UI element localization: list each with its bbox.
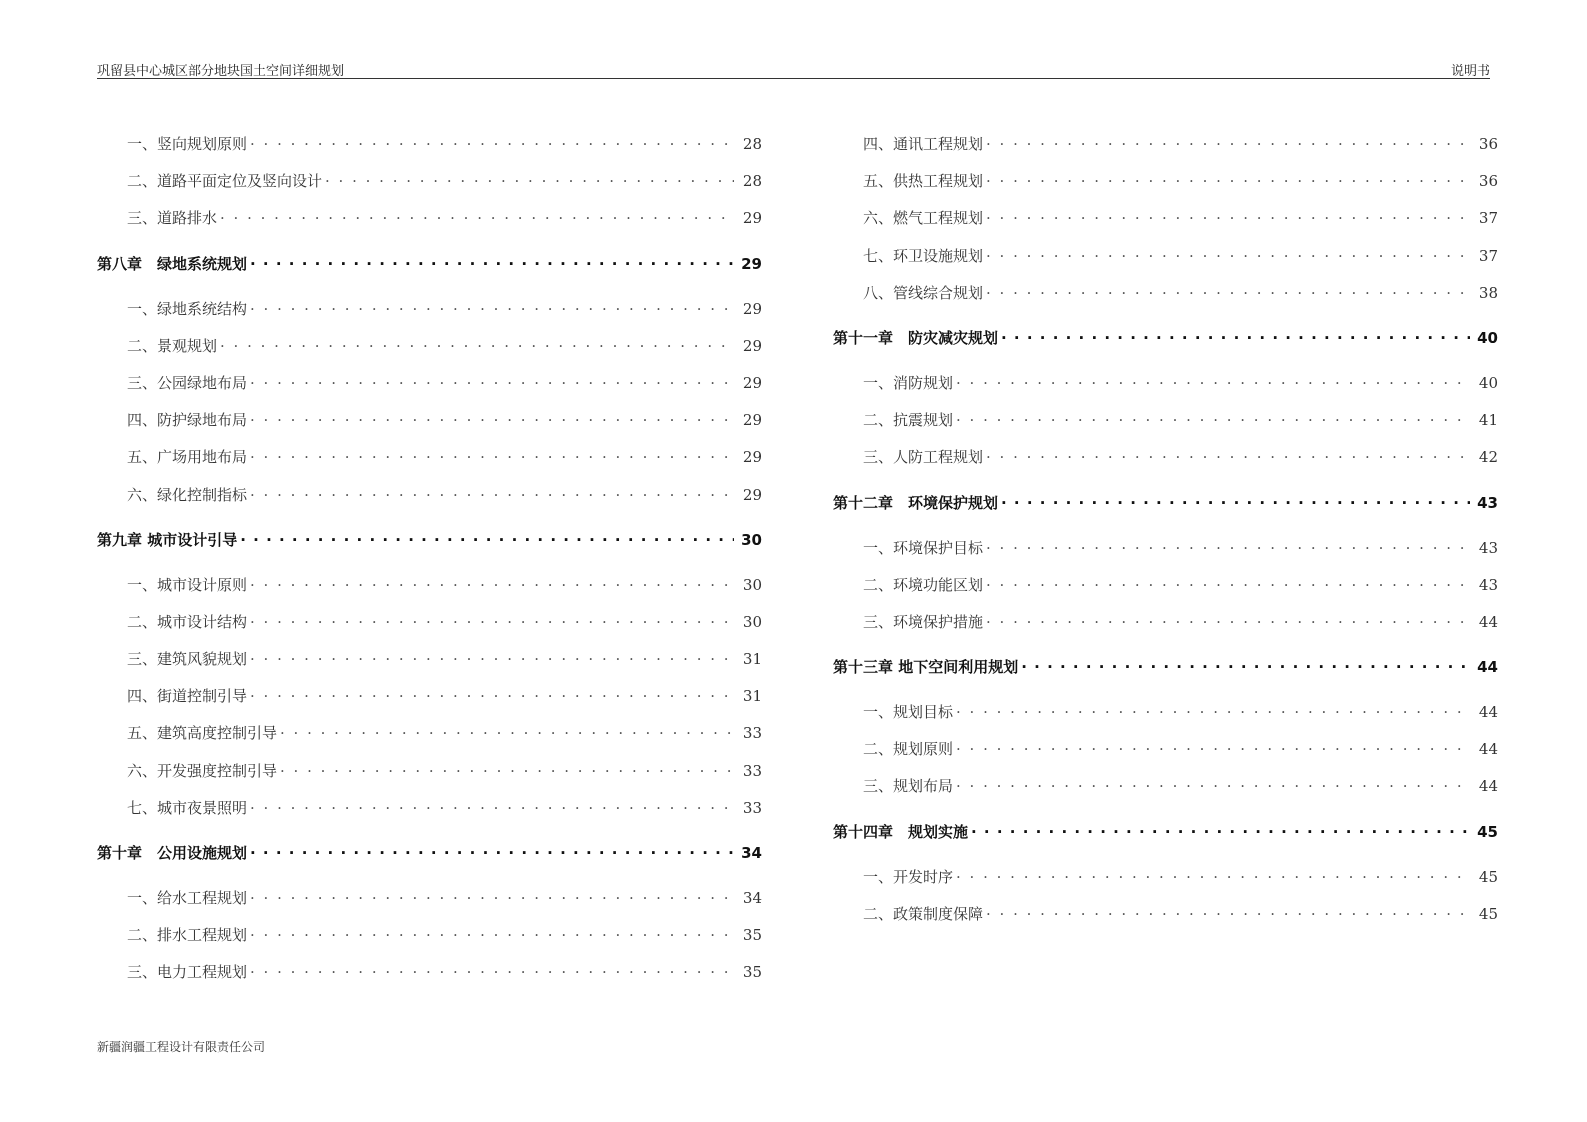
toc-entry-title: 第十一章 防灾减灾规划: [833, 328, 999, 347]
toc-entry-title: 二、排水工程规划: [127, 926, 248, 945]
toc-chapter-entry[interactable]: [97, 827, 762, 880]
toc-dot-leader: [250, 291, 734, 328]
toc-section-entry[interactable]: [833, 530, 1498, 567]
toc-entry-title: 五、供热工程规划: [863, 172, 984, 191]
toc-page-number: 44: [1478, 612, 1498, 631]
toc-section-entry[interactable]: [833, 402, 1498, 439]
toc-page-number: 41: [1478, 411, 1498, 430]
toc-section-entry[interactable]: [833, 439, 1498, 476]
toc-page-number: 44: [1477, 658, 1498, 677]
toc-dot-leader: [250, 402, 734, 439]
toc-section-entry[interactable]: [97, 567, 762, 604]
toc-entry-title: 一、城市设计原则: [127, 575, 248, 594]
toc-page-number: 34: [741, 844, 762, 862]
toc-page-number: 44: [1478, 777, 1498, 796]
toc-section-entry[interactable]: [833, 200, 1498, 237]
toc-entry-title: 二、景观规划: [127, 336, 218, 355]
toc-dot-leader: [250, 917, 734, 954]
toc-dot-leader: [250, 477, 734, 514]
toc-section-entry[interactable]: [97, 200, 762, 237]
toc-section-entry[interactable]: [97, 126, 762, 163]
toc-dot-leader: [956, 859, 1470, 896]
toc-entry-title: 一、开发时序: [863, 867, 954, 886]
toc-section-entry[interactable]: [97, 790, 762, 827]
toc-dot-leader: [986, 238, 1470, 275]
toc-section-entry[interactable]: [833, 694, 1498, 731]
toc-section-entry[interactable]: [833, 567, 1498, 604]
toc-section-entry[interactable]: [97, 328, 762, 365]
toc-page-number: 31: [742, 687, 762, 706]
toc-page-number: 28: [742, 135, 762, 153]
toc-section-entry[interactable]: [97, 365, 762, 402]
toc-entry-title: 一、规划目标: [863, 703, 954, 722]
toc-section-entry[interactable]: [833, 604, 1498, 641]
toc-dot-leader: [956, 768, 1470, 805]
toc-dot-leader: [220, 200, 734, 237]
toc-entry-title: 七、城市夜景照明: [127, 798, 248, 817]
toc-chapter-entry[interactable]: [97, 514, 762, 567]
toc-dot-leader: [971, 806, 1470, 859]
toc-dot-leader: [250, 954, 734, 991]
toc-dot-leader: [250, 238, 734, 291]
toc-dot-leader: [986, 439, 1470, 476]
toc-section-entry[interactable]: [833, 859, 1498, 896]
toc-dot-leader: [956, 402, 1470, 439]
toc-page-number: 30: [742, 575, 762, 594]
toc-page-number: 38: [1478, 283, 1498, 302]
toc-page-number: 29: [742, 411, 762, 430]
toc-page-number: 36: [1478, 135, 1498, 153]
toc-page-number: 36: [1478, 172, 1498, 191]
toc-dot-leader: [250, 827, 734, 880]
toc-entry-title: 第九章 城市设计引导: [97, 530, 238, 549]
toc-page-number: 42: [1478, 448, 1498, 467]
toc-chapter-entry[interactable]: [833, 477, 1498, 530]
toc-page-number: 29: [742, 448, 762, 467]
toc-dot-leader: [1001, 477, 1470, 530]
toc-dot-leader: [1001, 312, 1470, 365]
toc-page-number: 40: [1477, 328, 1498, 347]
toc-page-number: 37: [1478, 209, 1498, 228]
toc-entry-title: 第八章 绿地系统规划: [97, 254, 248, 273]
toc-page-number: 29: [742, 485, 762, 504]
toc-entry-title: 一、环境保护目标: [863, 538, 984, 557]
toc-section-entry[interactable]: [97, 678, 762, 715]
toc-entry-title: 二、抗震规划: [863, 411, 954, 430]
toc-page-number: 28: [742, 172, 762, 191]
toc-entry-title: 二、规划原则: [863, 740, 954, 759]
toc-entry-title: 五、广场用地布局: [127, 448, 248, 467]
toc-chapter-entry[interactable]: [833, 641, 1498, 694]
toc-section-entry[interactable]: [97, 954, 762, 991]
toc-entry-title: 三、电力工程规划: [127, 963, 248, 982]
toc-page-number: 35: [742, 963, 762, 982]
toc-dot-leader: [250, 678, 734, 715]
toc-entry-title: 五、建筑高度控制引导: [127, 724, 278, 743]
toc-page-number: 45: [1478, 867, 1498, 886]
document-type: 说明书: [1450, 64, 1490, 79]
toc-entry-title: 三、人防工程规划: [863, 448, 984, 467]
toc-dot-leader: [220, 328, 734, 365]
toc-section-entry[interactable]: [97, 604, 762, 641]
toc-section-entry[interactable]: [833, 365, 1498, 402]
toc-page-number: 44: [1478, 740, 1498, 759]
toc-entry-title: 三、建筑风貌规划: [127, 650, 248, 669]
toc-section-entry[interactable]: [833, 768, 1498, 805]
toc-dot-leader: [956, 731, 1470, 768]
toc-entry-title: 一、绿地系统结构: [127, 299, 248, 318]
toc-section-entry[interactable]: [97, 477, 762, 514]
page-footer: [97, 1038, 265, 1055]
toc-section-entry[interactable]: [97, 753, 762, 790]
toc-entry-title: 第十四章 规划实施: [833, 822, 969, 841]
toc-dot-leader: [956, 694, 1470, 731]
toc-entry-title: 一、竖向规划原则: [127, 135, 248, 153]
toc-dot-leader: [1021, 641, 1470, 694]
toc-section-entry[interactable]: [833, 731, 1498, 768]
toc-entry-title: 二、政策制度保障: [863, 904, 984, 923]
toc-dot-leader: [250, 790, 734, 827]
toc-entry-title: 一、消防规划: [863, 373, 954, 392]
toc-entry-title: 六、开发强度控制引导: [127, 761, 278, 780]
toc-dot-leader: [956, 365, 1470, 402]
toc-dot-leader: [250, 641, 734, 678]
toc-dot-leader: [986, 604, 1470, 641]
toc-page-number: 45: [1477, 822, 1498, 841]
toc-page-number: 29: [741, 254, 762, 273]
toc-dot-leader: [240, 514, 734, 567]
toc-dot-leader: [986, 896, 1470, 933]
toc-section-entry[interactable]: [833, 896, 1498, 933]
toc-dot-leader: [280, 753, 734, 790]
toc-section-entry[interactable]: [97, 641, 762, 678]
toc-dot-leader: [250, 365, 734, 402]
toc-entry-title: 三、环境保护措施: [863, 612, 984, 631]
toc-entry-title: 一、给水工程规划: [127, 889, 248, 907]
toc-dot-leader: [280, 715, 734, 752]
toc-section-entry[interactable]: [833, 126, 1498, 163]
toc-entry-title: 六、绿化控制指标: [127, 485, 248, 504]
toc-page-number: 33: [742, 761, 762, 780]
toc-page-number: 35: [742, 926, 762, 945]
toc-dot-leader: [986, 567, 1470, 604]
toc-dot-leader: [986, 163, 1470, 200]
toc-dot-leader: [986, 275, 1470, 312]
toc-dot-leader: [250, 126, 734, 163]
page-header: [97, 58, 1490, 79]
toc-page-number: 43: [1478, 575, 1498, 594]
toc-section-entry[interactable]: [97, 291, 762, 328]
toc-section-entry[interactable]: [833, 163, 1498, 200]
company-name: 新疆润疆工程设计有限责任公司: [97, 1040, 266, 1054]
toc-entry-title: 三、规划布局: [863, 777, 954, 796]
toc-right-column: [833, 126, 1498, 933]
toc-page-number: 44: [1478, 703, 1498, 722]
toc-dot-leader: [986, 126, 1470, 163]
toc-page-number: 30: [741, 530, 762, 549]
toc-page-number: 31: [742, 650, 762, 669]
toc-section-entry[interactable]: [97, 439, 762, 476]
toc-page-number: 45: [1478, 904, 1498, 923]
toc-chapter-entry[interactable]: [833, 312, 1498, 365]
toc-page-number: 37: [1478, 246, 1498, 265]
toc-dot-leader: [986, 530, 1470, 567]
toc-entry-title: 七、环卫设施规划: [863, 246, 984, 265]
toc-section-entry[interactable]: [833, 238, 1498, 275]
toc-left-column: [97, 126, 762, 992]
toc-entry-title: 第十二章 环境保护规划: [833, 493, 999, 512]
toc-page-number: 29: [742, 336, 762, 355]
toc-entry-title: 第十章 公用设施规划: [97, 844, 248, 862]
toc-section-entry[interactable]: [97, 163, 762, 200]
toc-entry-title: 八、管线综合规划: [863, 283, 984, 302]
toc-page-number: 29: [742, 373, 762, 392]
toc-dot-leader: [250, 567, 734, 604]
toc-entry-title: 二、环境功能区划: [863, 575, 984, 594]
toc-dot-leader: [250, 604, 734, 641]
toc-entry-title: 第十三章 地下空间利用规划: [833, 658, 1019, 677]
toc-dot-leader: [325, 163, 734, 200]
toc-section-entry[interactable]: [97, 402, 762, 439]
toc-entry-title: 四、通讯工程规划: [863, 135, 984, 153]
toc-page-number: 33: [742, 798, 762, 817]
toc-section-entry[interactable]: [97, 715, 762, 752]
toc-entry-title: 三、公园绿地布局: [127, 373, 248, 392]
toc-entry-title: 三、道路排水: [127, 209, 218, 228]
toc-chapter-entry[interactable]: [833, 806, 1498, 859]
toc-section-entry[interactable]: [97, 880, 762, 917]
toc-page-number: 34: [742, 889, 762, 907]
toc-entry-title: 二、道路平面定位及竖向设计: [127, 172, 323, 191]
toc-dot-leader: [986, 200, 1470, 237]
document-title: 巩留县中心城区部分地块国土空间详细规划: [97, 64, 345, 79]
toc-entry-title: 二、城市设计结构: [127, 612, 248, 631]
toc-page-number: 29: [742, 209, 762, 228]
toc-entry-title: 四、防护绿地布局: [127, 411, 248, 430]
toc-page-number: 43: [1477, 493, 1498, 512]
toc-entry-title: 六、燃气工程规划: [863, 209, 984, 228]
toc-entry-title: 四、街道控制引导: [127, 687, 248, 706]
toc-dot-leader: [250, 880, 734, 917]
toc-page-number: 30: [742, 612, 762, 631]
toc-page-number: 29: [742, 299, 762, 318]
toc-section-entry[interactable]: [833, 275, 1498, 312]
toc-page-number: 40: [1478, 373, 1498, 392]
toc-dot-leader: [250, 439, 734, 476]
toc-page-number: 43: [1478, 538, 1498, 557]
toc-section-entry[interactable]: [97, 917, 762, 954]
toc-page-number: 33: [742, 724, 762, 743]
toc-chapter-entry[interactable]: [97, 238, 762, 291]
